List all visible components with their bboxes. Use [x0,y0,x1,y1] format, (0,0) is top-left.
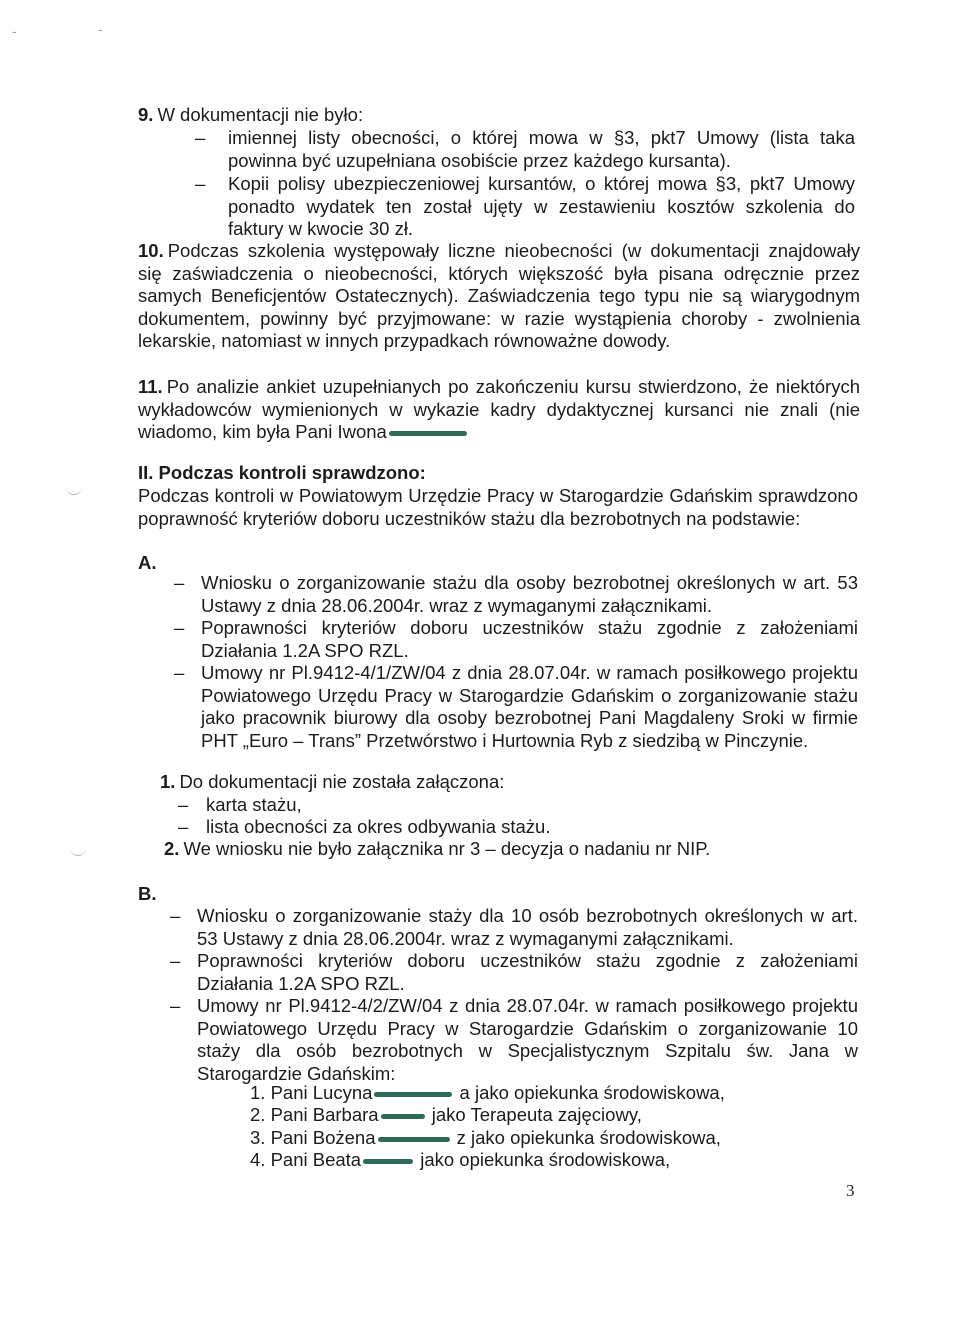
person-role: jako Terapeuta zajęciowy, [431,1104,642,1125]
person-name: Pani Lucyna [270,1082,373,1103]
finding-text: Do dokumentacji nie została załączona: [179,771,505,792]
section-intro: Podczas kontroli w Powiatowym Urzędzie Pracy w Starogardzie Gdańskim sprawdzono poprawność kryteriów doboru uczestników stażu dla bezrobotnych na podstawie: [138,485,858,529]
dash: – [178,816,189,837]
bullet-text: Umowy nr Pl.9412-4/1/ZW/04 z dnia 28.07.04r. w ramach posiłkowego projektu Powiatowego Urzędu Pracy w Starogardzie Gdańskim o zorganizowanie stażu jako pracownik biurowy dla osoby bezrobotnej Pani Magdaleny Sroki w firmie PHT „Euro – Trans” Przetwórstwo i Hurtownia Ryb z siedzibą w Pinczynie. [201,662,858,751]
person-number: 2. [250,1104,266,1125]
item-number: 9. [138,104,154,125]
item-9-bullet [195,127,855,172]
person-role: a jako opiekunka środowiskowa, [459,1082,725,1103]
item-9 [138,104,858,127]
item-9-bullet [195,173,855,241]
bullet-text: Wniosku o zorganizowanie staży dla 10 osób bezrobotnych określonych w art. 53 Ustawy z dnia 28.06.2004r. wraz z wymaganymi załącznikami. [197,905,858,949]
section-b-label: B. [138,883,157,904]
section-a-bullet [174,617,858,662]
section-b-bullet [170,950,858,995]
redaction-mark [378,1137,450,1142]
redaction-mark [374,1092,452,1097]
person-number: 1. [250,1082,266,1103]
sub-text: karta stażu, [206,794,302,815]
section-a-label: A. [138,552,157,573]
person-name: Pani Barbara [270,1104,379,1125]
person-name: Pani Beata [270,1149,362,1170]
person-item [250,1082,810,1105]
finding-number: 1. [160,771,176,792]
dash: – [195,127,206,148]
item-10 [138,240,860,353]
item-text: Po analizie ankiet uzupełnianych po zakończeniu kursu stwierdzono, że niektórych wykładowców wymienionych w wykazie kadry dydaktycznej kursanci nie znali (nie wiadomo, kim była Pani Iwona [138,376,860,442]
bullet-text: Poprawności kryteriów doboru uczestników stażu zgodnie z założeniami Działania 1.2A SPO RZL. [201,617,858,661]
dash: – [174,662,185,683]
finding-number: 2. [164,838,180,859]
finding-1-sub [178,816,678,839]
bullet-text: imiennej listy obecności, o której mowa w §3, pkt7 Umowy (lista taka powinna być uzupełniana osobiście przez każdego kursanta). [228,127,855,171]
section-b-bullet [170,995,858,1085]
sub-text: lista obecności za okres odbywania stażu. [206,816,551,837]
person-item [250,1149,810,1172]
person-item [250,1127,810,1150]
person-name: Pani Bożena [270,1127,376,1148]
dash: – [170,995,181,1016]
bullet-text: Kopii polisy ubezpieczeniowej kursantów, o której mowa §3, pkt7 Umowy ponadto wydatek ten został ujęty w zestawieniu kosztów szkolenia do faktury w kwocie 30 zł. [228,173,855,239]
section-a-bullet [174,662,858,752]
redaction-mark [389,431,467,436]
finding-1 [160,771,760,794]
item-text: Podczas szkolenia występowały liczne nieobecności (w dokumentacji znajdowały się zaświadczenia o nieobecności, których większość była pisana odręcznie przez samych Beneficjentów Ostatecznych). Zaświadczenia tego typu nie są wiarygodnym dokumentem, powinny być przyjmowane: w razie wystąpienia choroby - zwolnienia lekarskie, natomiast w innych przypadkach równoważne dowody. [138,240,860,351]
finding-text: We wniosku nie było załącznika nr 3 – decyzja o nadaniu nr NIP. [183,838,711,859]
item-11 [138,376,860,444]
dash: – [174,617,185,638]
dash: – [178,794,189,815]
person-role: z jako opiekunka środowiskowa, [456,1127,721,1148]
person-number: 4. [250,1149,266,1170]
section-a-bullet [174,572,858,617]
dash: – [195,173,206,194]
item-text: W dokumentacji nie było: [157,104,364,125]
finding-2 [164,838,844,861]
section-heading: II. Podczas kontroli sprawdzono: [138,462,426,483]
bullet-text: Wniosku o zorganizowanie stażu dla osoby bezrobotnej określonych w art. 53 Ustawy z dnia 28.06.2004r. wraz z wymaganymi załącznikami. [201,572,858,616]
page-number: 3 [846,1181,855,1200]
redaction-mark [381,1114,425,1119]
person-role: jako opiekunka środowiskowa, [420,1149,671,1170]
person-number: 3. [250,1127,266,1148]
margin-mark [66,484,82,495]
item-number: 11. [138,376,163,397]
dash: – [170,950,181,971]
redaction-mark [363,1159,413,1164]
dash: – [170,905,181,926]
bullet-text: Umowy nr Pl.9412-4/2/ZW/04 z dnia 28.07.04r. w ramach posiłkowego projektu Powiatowego Urzędu Pracy w Starogardzie Gdańskim o zorganizowanie 10 staży dla osób bezrobotnych w Specjalistycznym Szpitalu św. Jana w Starogardzie Gdańskim: [197,995,858,1084]
section-b-bullet [170,905,858,950]
item-number: 10. [138,240,164,261]
bullet-text: Poprawności kryteriów doboru uczestników stażu zgodnie z założeniami Działania 1.2A SPO RZL. [197,950,858,994]
finding-1-sub [178,794,678,817]
corner-mark: - [12,23,17,39]
margin-mark [70,845,86,856]
dash: – [174,572,185,593]
corner-mark: - [98,21,103,37]
person-item [250,1104,810,1127]
